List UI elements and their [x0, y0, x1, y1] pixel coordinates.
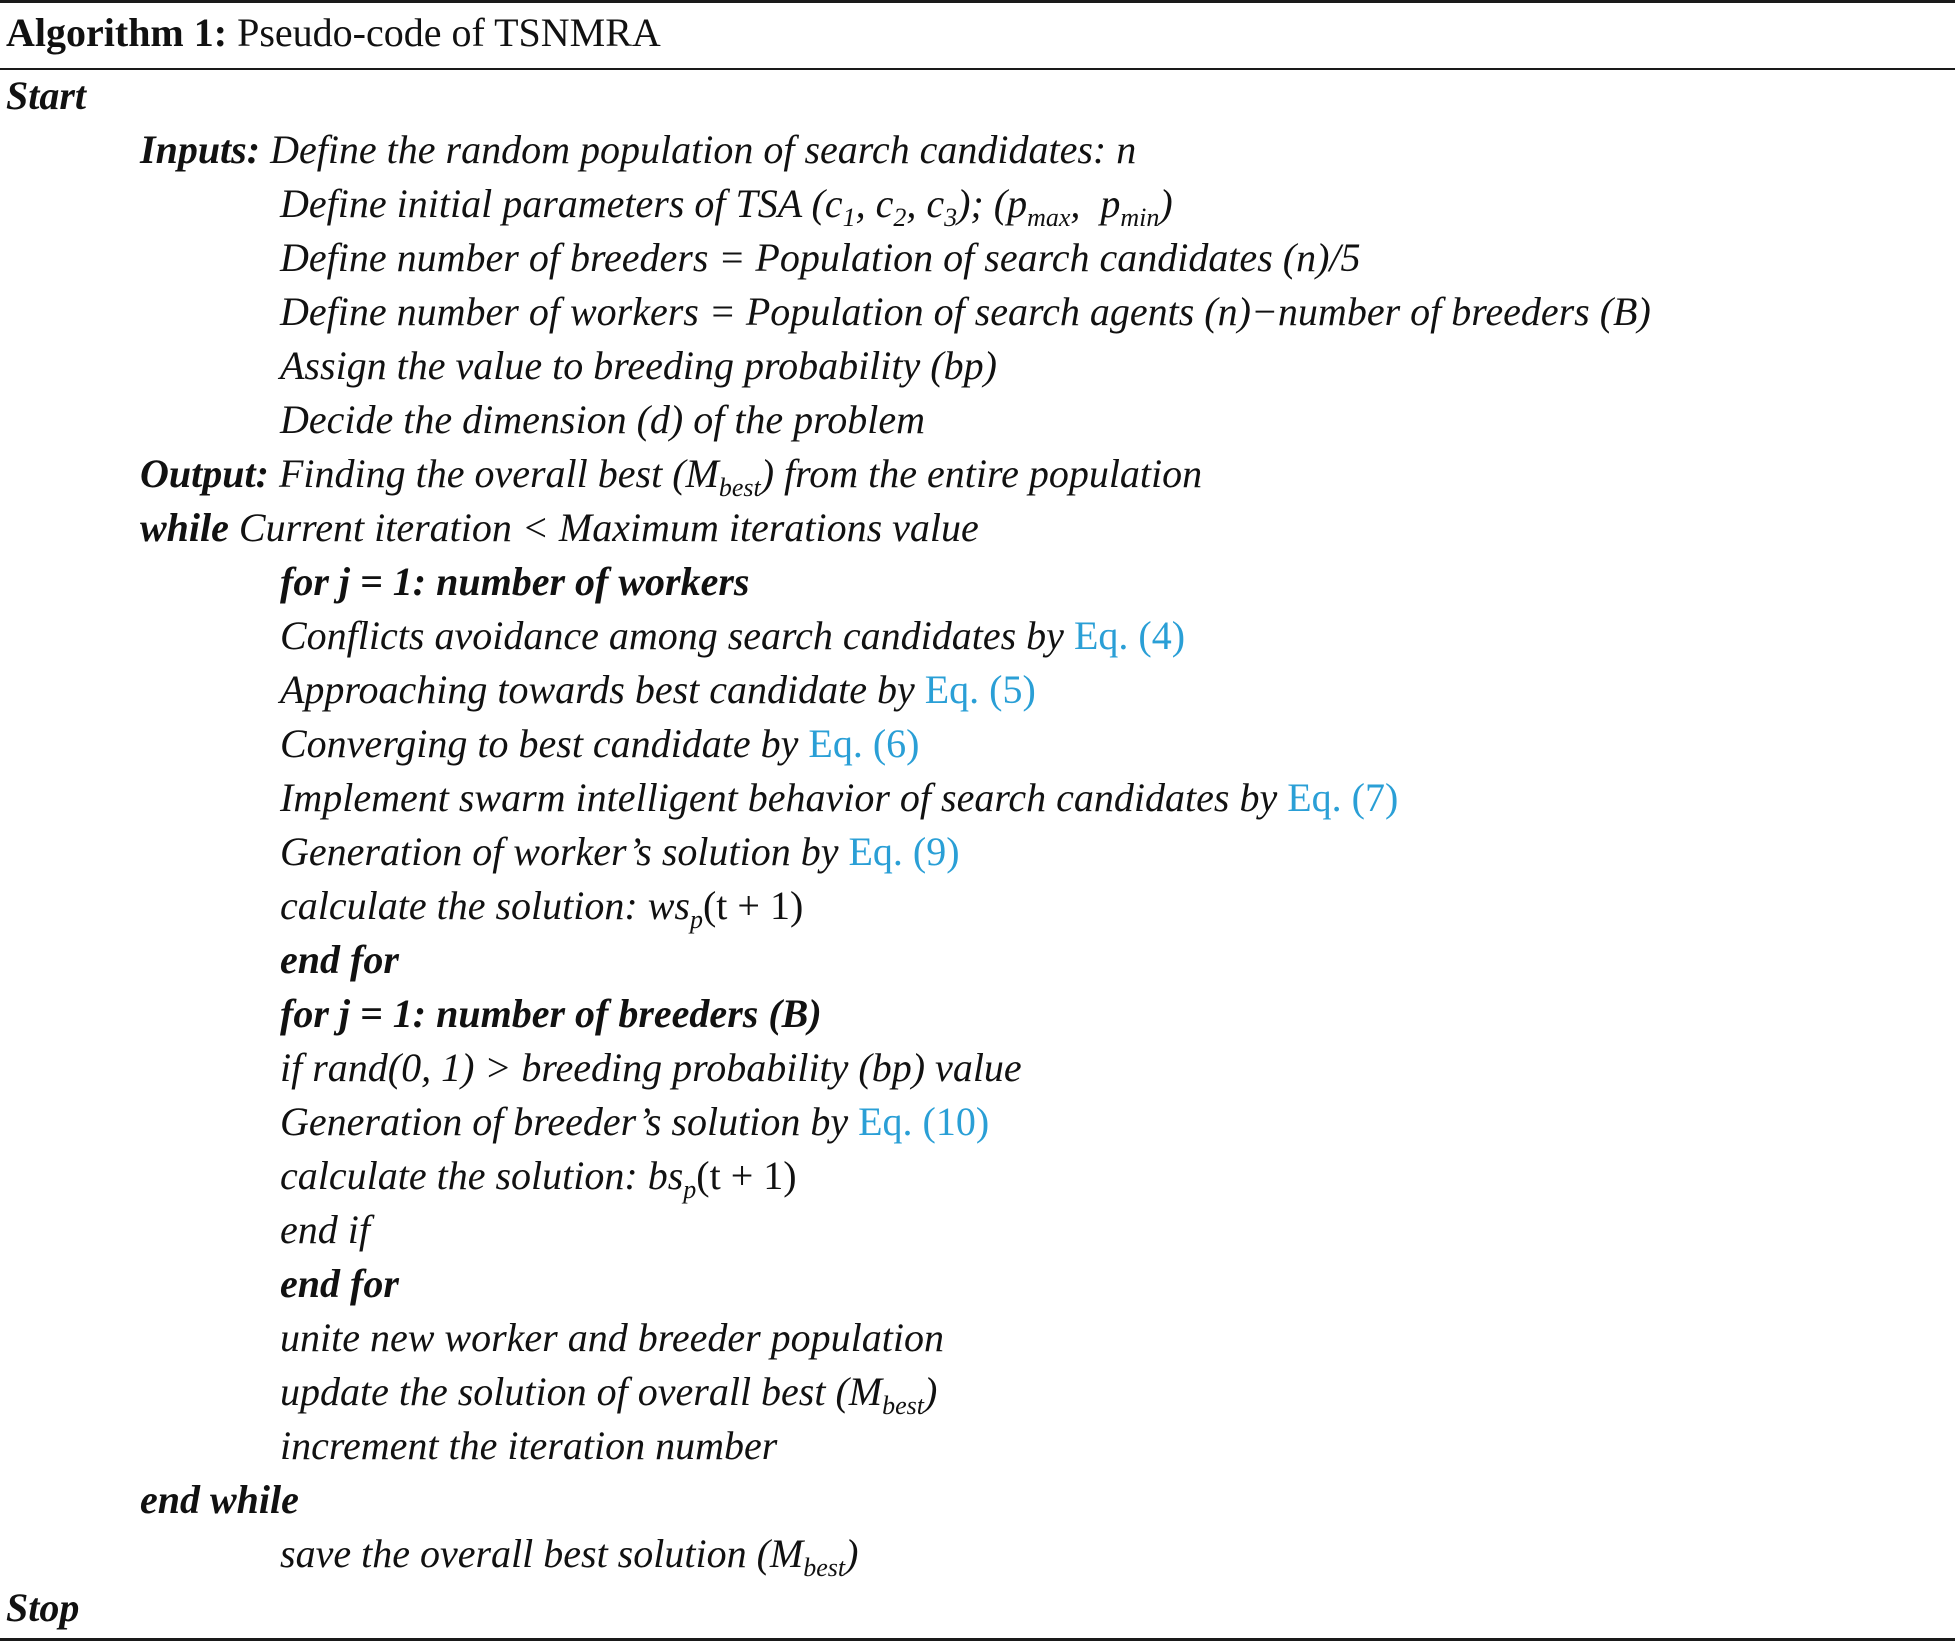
gen-breeder-text: Generation of breeder’s solution by	[280, 1099, 849, 1144]
end-while-line: end while	[140, 1477, 299, 1522]
caption-label: Algorithm 1:	[6, 10, 228, 55]
start-keyword: Start	[6, 73, 87, 118]
inputs-text: Define the random population of search candidates: n	[270, 127, 1137, 172]
swarm-text: Implement swarm intelligent behavior of search candidates by	[280, 775, 1278, 820]
pmax-subscript: max	[1027, 203, 1071, 232]
c1-subscript: 1	[842, 203, 856, 232]
end-if-line: end if	[280, 1207, 370, 1252]
caption-rule	[0, 68, 1955, 70]
gen-worker-line	[280, 826, 960, 878]
save-close: )	[845, 1531, 859, 1576]
params-line: Define initial parameters of TSA ($c_1$, $c_2$, $c_3$); ($p_{max}$, $p_{min}$)	[280, 181, 1173, 232]
calc-bs-text: calculate the solution: bs	[280, 1153, 684, 1198]
dimension-line: Decide the dimension (d) of the problem	[280, 397, 926, 442]
update-text: update the solution of overall best (M	[280, 1369, 883, 1414]
converging-text: Converging to best candidate by	[280, 721, 799, 766]
gen-worker-text: Generation of worker’s solution by	[280, 829, 839, 874]
output-subscript: best	[718, 473, 761, 502]
conflicts-text: Conflicts avoidance among search candidates by	[280, 613, 1064, 658]
algorithm-caption	[6, 6, 661, 60]
save-line	[280, 1528, 858, 1580]
if-rand-line: if rand(0, 1) > breeding probability (bp) value	[280, 1045, 1022, 1090]
c1-symbol: c	[824, 181, 843, 226]
eq5-link[interactable]: Eq. (5)	[924, 667, 1036, 712]
output-keyword: Output:	[140, 451, 269, 496]
gen-breeder-line	[280, 1096, 989, 1148]
pmin-symbol: p	[1100, 181, 1121, 226]
output-text-a: Finding the overall best (M	[278, 451, 719, 496]
c2-symbol: c	[875, 181, 894, 226]
eq4-link[interactable]: Eq. (4)	[1073, 613, 1186, 658]
breeders-line: Define number of breeders = Population of search candidates (n)/5	[280, 235, 1361, 280]
c2-subscript: 2	[893, 203, 907, 232]
ws-subscript: p	[689, 905, 703, 934]
approaching-line	[280, 664, 1036, 716]
calc-ws-arg: (t + 1)	[702, 883, 804, 928]
eq6-link[interactable]: Eq. (6)	[808, 721, 920, 766]
bottom-rule	[0, 1638, 1955, 1641]
unite-line: unite new worker and breeder population	[280, 1315, 944, 1360]
params-text-b: ); (	[957, 181, 1008, 226]
update-line	[280, 1366, 937, 1418]
swarm-line	[280, 772, 1398, 824]
calc-ws-text: calculate the solution: ws	[280, 883, 690, 928]
save-text: save the overall best solution (M	[280, 1531, 804, 1576]
bp-line: Assign the value to breeding probability (bp)	[280, 343, 997, 388]
output-text-b: ) from the entire population	[760, 451, 1203, 496]
conflicts-line	[280, 610, 1185, 662]
for-breeders-line: for j = 1: number of breeders (B)	[280, 991, 822, 1036]
inputs-line	[140, 124, 1136, 176]
c3-symbol: c	[926, 181, 945, 226]
while-line	[140, 502, 979, 554]
update-close: )	[924, 1369, 938, 1414]
update-subscript: best	[882, 1391, 925, 1420]
converging-line	[280, 718, 920, 770]
eq9-link[interactable]: Eq. (9)	[848, 829, 960, 874]
save-subscript: best	[803, 1553, 846, 1582]
pmax-symbol: p	[1007, 181, 1028, 226]
stop-keyword: Stop	[6, 1585, 80, 1630]
calc-ws-line	[280, 880, 803, 932]
inputs-keyword: Inputs:	[140, 127, 261, 172]
bs-subscript: p	[683, 1175, 697, 1204]
while-keyword: while	[140, 505, 229, 550]
output-line	[140, 448, 1202, 500]
caption-title: Pseudo-code of TSNMRA	[237, 10, 661, 55]
approaching-text: Approaching towards best candidate by	[280, 667, 915, 712]
end-for-breeders: end for	[280, 1261, 399, 1306]
while-condition: Current iteration < Maximum iterations value	[238, 505, 979, 550]
eq7-link[interactable]: Eq. (7)	[1287, 775, 1399, 820]
calc-bs-line	[280, 1150, 797, 1202]
end-for-workers: end for	[280, 937, 399, 982]
top-rule	[0, 0, 1955, 3]
calc-bs-arg: (t + 1)	[696, 1153, 797, 1198]
params-text-a: Define initial parameters of TSA (	[280, 181, 825, 226]
c3-subscript: 3	[944, 203, 958, 232]
for-workers-line: for j = 1: number of workers	[280, 559, 750, 604]
params-text-c: )	[1159, 181, 1173, 226]
pmin-subscript: min	[1120, 203, 1160, 232]
workers-line: Define number of workers = Population of search agents (n)−number of breeders (B)	[280, 289, 1651, 334]
increment-line: increment the iteration number	[280, 1423, 778, 1468]
eq10-link[interactable]: Eq. (10)	[858, 1099, 990, 1144]
